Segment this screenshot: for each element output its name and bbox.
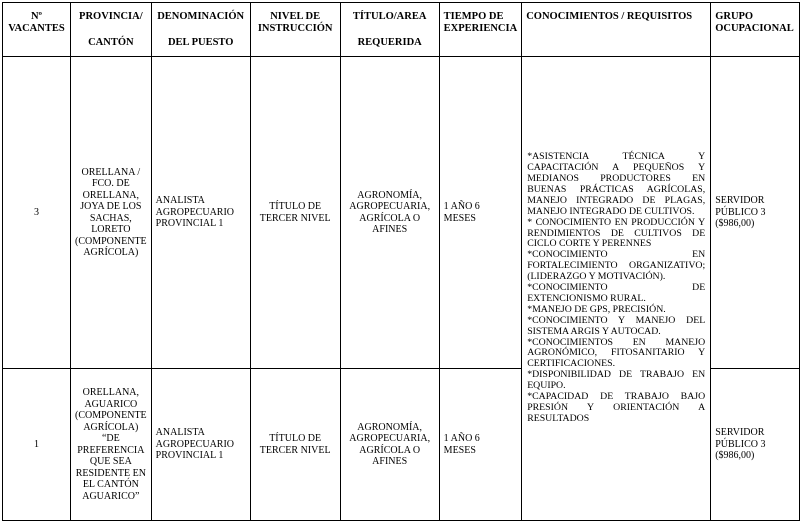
requisito-item: *CONOCIMIENTO EN FORTALECIMIENTO ORGANIZATIVO; (LIDERAZGO Y MOTIVACIÓN). [527, 249, 706, 283]
provincia-cell: ORELLANA / FCO. DE ORELLANA, JOYA DE LOS SACHAS, LORETO (COMPONENTE AGRÍCOLA) [71, 57, 152, 369]
header-nivel: NIVEL DE INSTRUCCIÓN [250, 3, 340, 57]
provincia-cell: ORELLANA, AGUARICO (COMPONENTE AGRÍCOLA) “DE PREFERENCIA QUE SEA RESIDENTE EN EL CANTÓN AGUARICO” [71, 369, 152, 521]
requisito-item: *ASISTENCIA TÉCNICA Y CAPACITACIÓN A PEQUEÑOS Y MEDIANOS PRODUCTORES EN BUENAS PRÁCTICAS AGRÍCOLAS, MANEJO INTEGRADO DE PLAGAS, MANEJO INTEGRADO DE CULTIVOS. [527, 151, 706, 217]
header-grupo: GRUPO OCUPACIONAL [711, 3, 800, 57]
denominacion-cell: ANALISTA AGROPECUARIO PROVINCIAL 1 [151, 369, 250, 521]
requisito-item: *MANEJO DE GPS, PRECISIÓN. [527, 303, 666, 315]
tiempo-cell: 1 AÑO 6 MESES [439, 57, 522, 369]
grupo-cell: SERVIDOR PÚBLICO 3 ($986,00) [711, 57, 800, 369]
header-provincia: PROVINCIA/ CANTÓN [71, 3, 152, 57]
requisito-item: *CONOCIMIENTO Y MANEJO DEL SISTEMA ARGIS Y AUTOCAD. [527, 314, 706, 337]
header-denominacion: DENOMINACIÓN DEL PUESTO [151, 3, 250, 57]
grupo-cell: SERVIDOR PÚBLICO 3 ($986,00) [711, 369, 800, 521]
requisito-item: *CAPACIDAD DE TRABAJO BAJO PRESIÓN Y ORIENTACIÓN A RESULTADOS [527, 391, 706, 424]
vacantes-cell: 1 [3, 369, 71, 521]
requisito-item: *CONOCIMIENTO DE EXTENCIONISMO RURAL. [527, 282, 706, 304]
nivel-cell: TÍTULO DE TERCER NIVEL [250, 57, 340, 369]
titulo-cell: AGRONOMÍA, AGROPECUARIA, AGRÍCOLA O AFINES [340, 57, 439, 369]
header-conocimientos: CONOCIMIENTOS / REQUISITOS [522, 3, 711, 57]
vacantes-cell: 3 [3, 57, 71, 369]
tiempo-cell: 1 AÑO 6 MESES [439, 369, 522, 521]
nivel-cell: TÍTULO DE TERCER NIVEL [250, 369, 340, 521]
requisito-item: *CONOCIMIENTOS EN MANEJO AGRONÓMICO, FITOSANITARIO Y CERTIFICACIONES. [527, 336, 706, 370]
header-tiempo: TIEMPO DE EXPERIENCIA [439, 3, 522, 57]
requisitos-cell [522, 57, 711, 521]
titulo-cell: AGRONOMÍA, AGROPECUARIA, AGRÍCOLA O AFINES [340, 369, 439, 521]
vacancies-table [2, 2, 800, 521]
denominacion-cell: ANALISTA AGROPECUARIO PROVINCIAL 1 [151, 57, 250, 369]
header-vacantes: Nº VACANTES [3, 3, 71, 57]
requisito-item: * CONOCIMIENTO EN PRODUCCIÓN Y RENDIMIENTOS DE CULTIVOS DE CICLO CORTE Y PERENNES [527, 216, 706, 250]
requisito-item: *DISPONIBILIDAD DE TRABAJO EN EQUIPO. [527, 369, 706, 392]
header-row [3, 3, 800, 57]
header-titulo: TÍTULO/AREA REQUERIDA [340, 3, 439, 57]
table-row [3, 57, 800, 369]
